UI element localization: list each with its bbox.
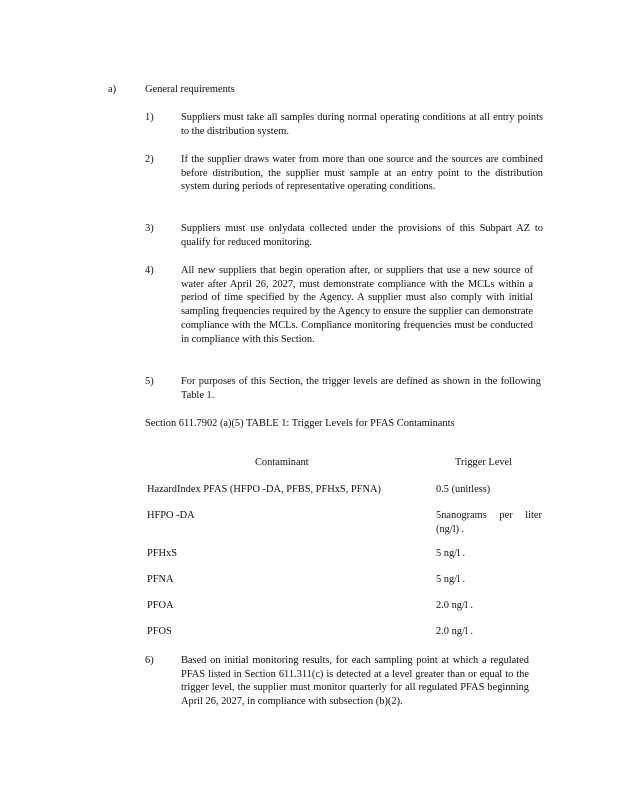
contaminant-cell: PFOA (147, 600, 174, 611)
subsection-heading: General requirements (145, 84, 235, 95)
contaminant-cell: HFPO -DA (147, 510, 195, 521)
contaminant-cell: HazardIndex PFAS (HFPO -DA, PFBS, PFHxS, PFNA) (147, 484, 381, 495)
trigger-level-cell: 5 ng/l . (436, 574, 466, 585)
item-number: 3) (145, 223, 154, 234)
trigger-level-cell: 5 ng/l . (436, 548, 466, 559)
item-number: 1) (145, 112, 154, 123)
item-number: 6) (145, 655, 154, 666)
item-number: 4) (145, 265, 154, 276)
item-text: Based on initial monitoring results, for each sampling point at which a regulated PFAS listed in Section 611.311(c) is detected at a level greater than or equal to the trigger level, the supplier must monitor quarterly for all regulated PFAS beginning April 26, 2027, in compliance with subsection (b)(2). (181, 655, 529, 708)
item-text: For purposes of this Section, the trigger levels are defined as shown in the following Table 1. (181, 376, 541, 401)
subsection-label: a) (108, 84, 117, 95)
item-number: 5) (145, 376, 154, 387)
item-text: All new suppliers that begin operation after, or suppliers that use a new source of water after April 26, 2027, must demonstrate compliance with the MCLs within a period of time specified by the Agency. A supplier must also comply with initial sampling frequencies required by the Agency to ensure the supplier can demonstrate compliance with the MCLs. Compliance monitoring frequencies must be conducted in compliance with this Section. (181, 265, 533, 345)
trigger-level-cell: 2.0 ng/l . (436, 626, 473, 637)
item-number: 2) (145, 154, 154, 165)
item-text: Suppliers must use onlydata collected under the provisions of this Subpart AZ to qualify for reduced monitoring. (181, 223, 543, 248)
trigger-level-cell: 0.5 (unitless) (436, 484, 491, 495)
trigger-level-cell: 2.0 ng/l . (436, 600, 473, 611)
contaminant-cell: PFOS (147, 626, 172, 637)
column-header-contaminant: Contaminant (255, 457, 309, 468)
item-text: If the supplier draws water from more than one source and the sources are combined before distribution, the supplier must sample at an entry point to the distribution system during periods of representative operating conditions. (181, 154, 543, 193)
item-text: Suppliers must take all samples during normal operating conditions at all entry points to the distribution system. (181, 112, 543, 137)
contaminant-cell: PFHxS (147, 548, 178, 559)
table-caption: Section 611.7902 (a)(5) TABLE 1: Trigger Levels for PFAS Contaminants (145, 418, 455, 429)
column-header-trigger-level: Trigger Level (455, 457, 513, 468)
trigger-level-cell: 5nanograms per liter (ng/l) . (436, 510, 542, 535)
contaminant-cell: PFNA (147, 574, 174, 585)
